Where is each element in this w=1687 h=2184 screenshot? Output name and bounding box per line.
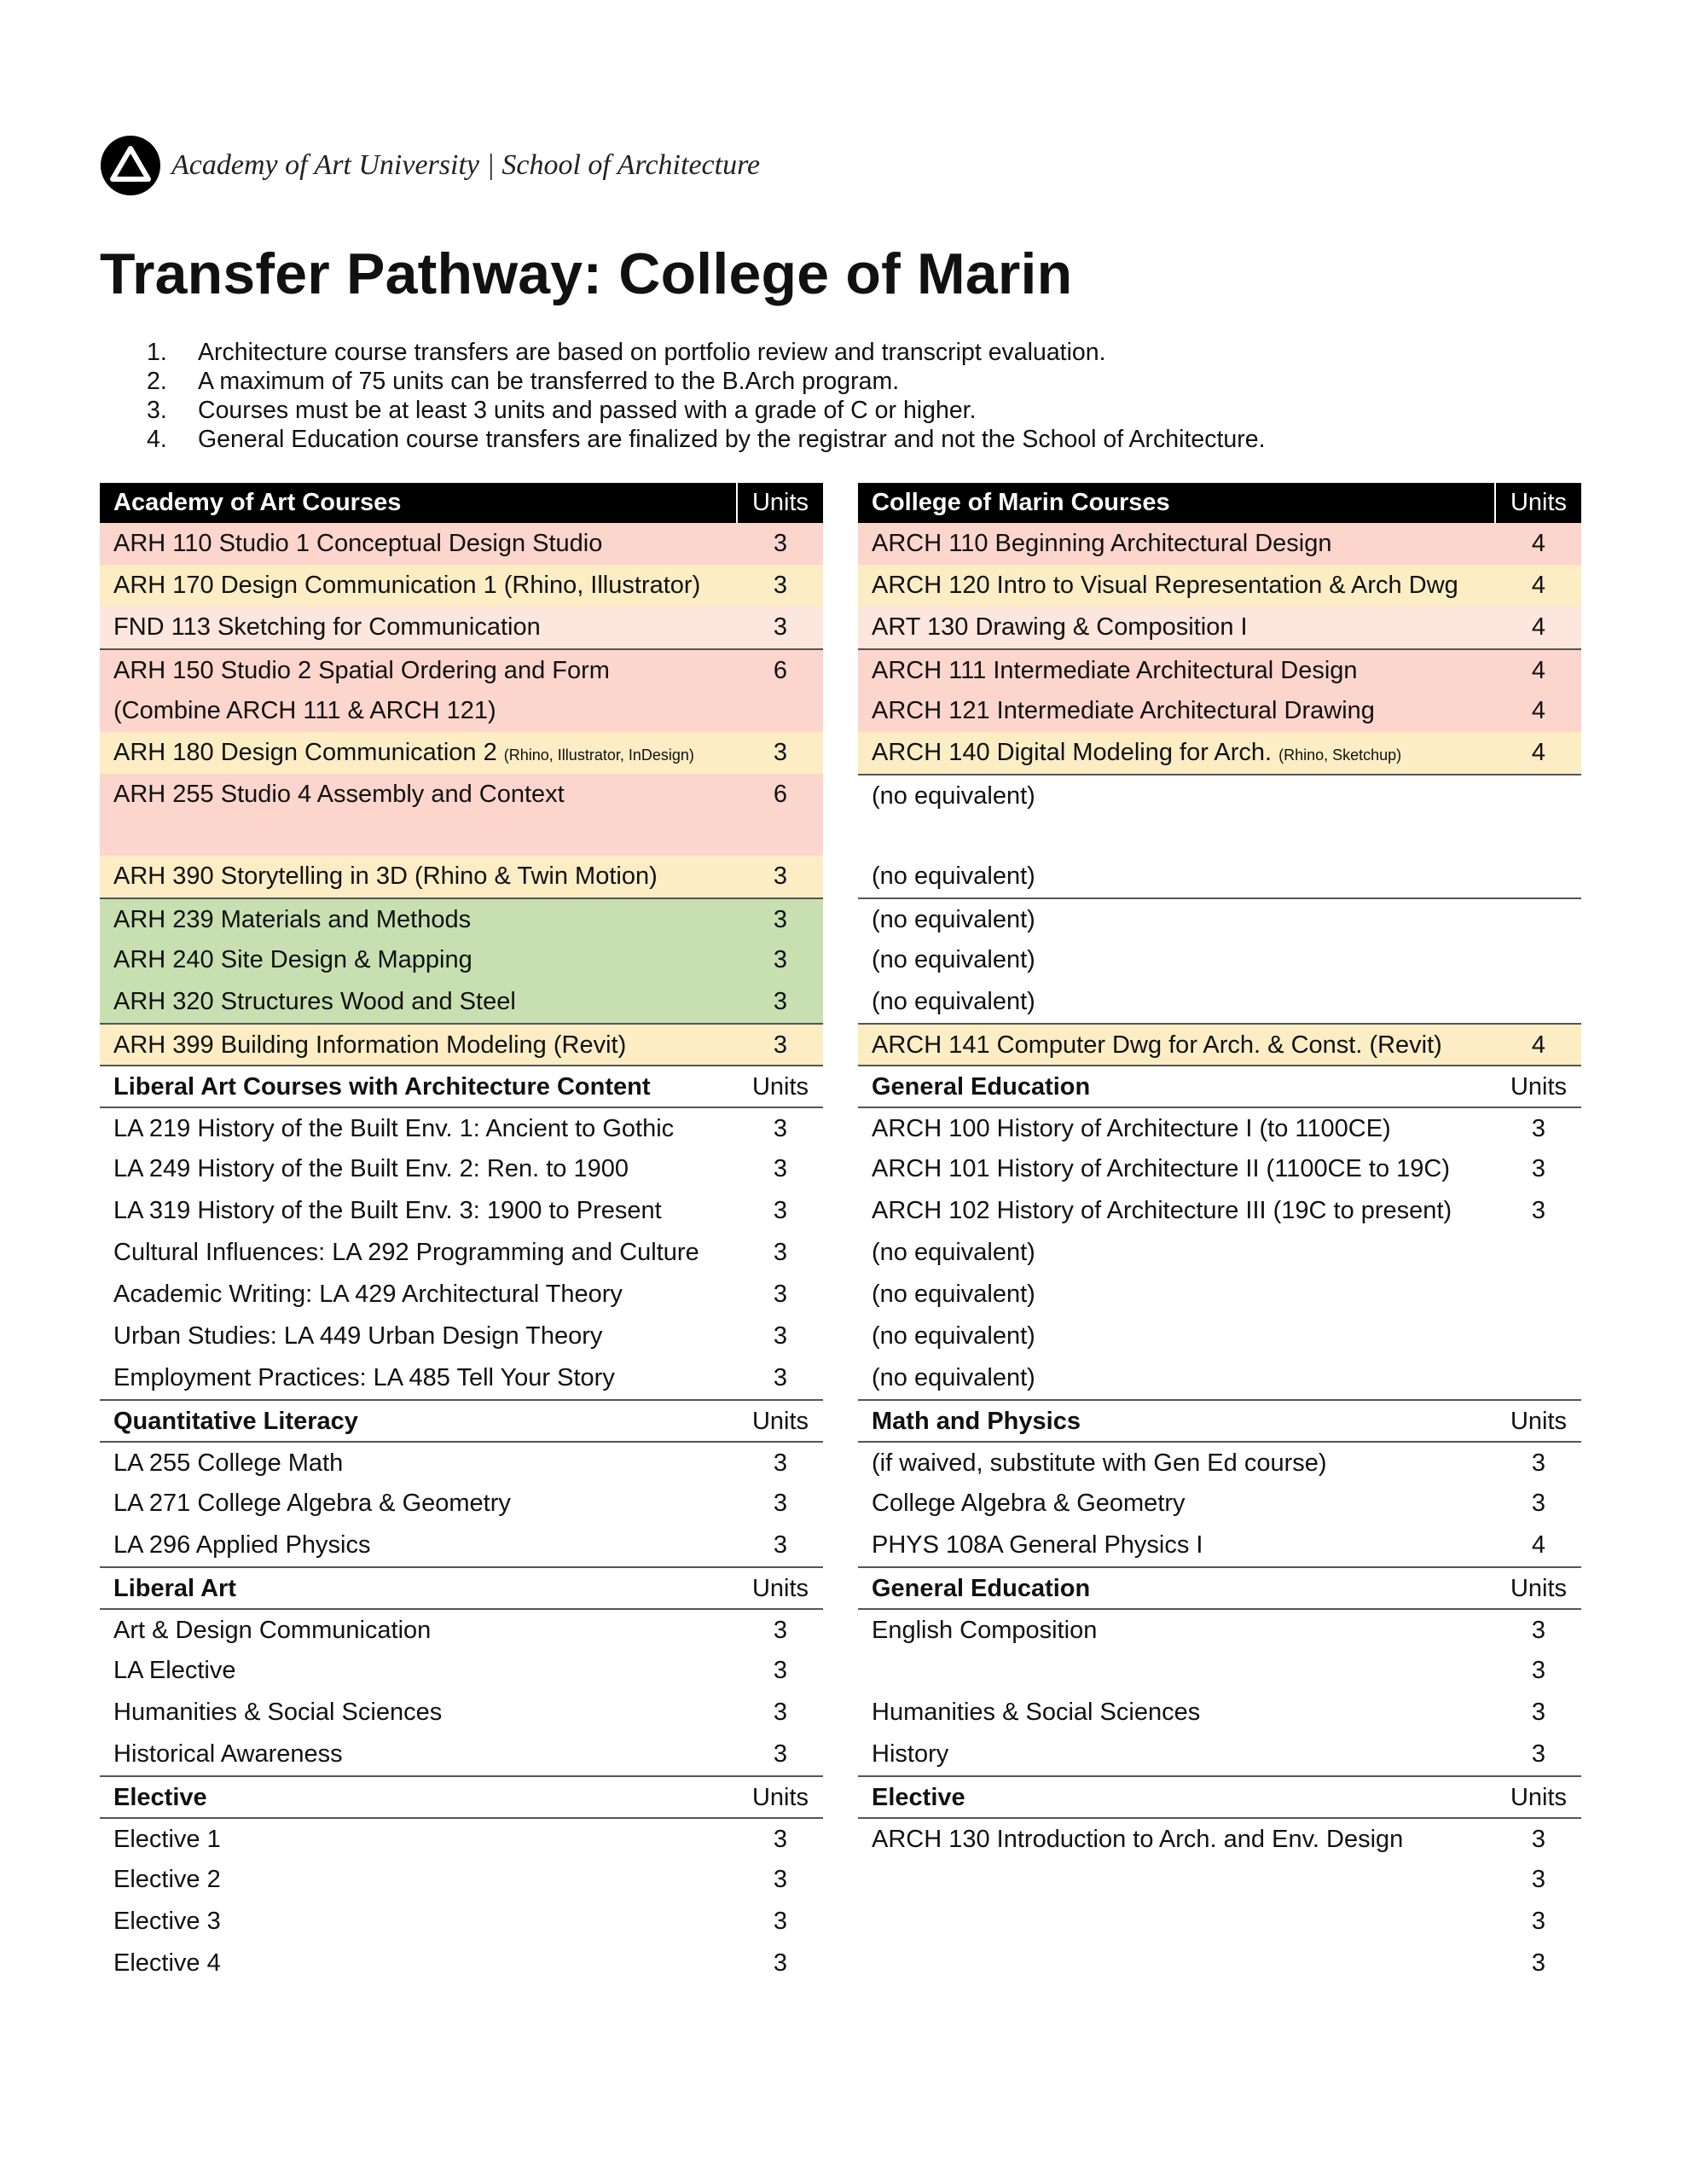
section-units-label: Units (1510, 1073, 1568, 1101)
table-row (858, 1817, 1581, 1859)
course-name: LA 255 College Math (113, 1449, 344, 1477)
table-row (858, 1650, 1581, 1692)
course-units: 3 (773, 1197, 788, 1224)
course-units: 3 (773, 906, 788, 933)
course-name: LA 271 College Algebra & Geometry (113, 1490, 511, 1517)
course-units: 3 (1531, 1449, 1546, 1477)
course-units: 3 (773, 946, 788, 973)
academy-courses-table (100, 483, 823, 1984)
course-name: (no equivalent) (872, 946, 1035, 973)
course-units: 3 (1531, 1908, 1546, 1935)
section-header (100, 1775, 823, 1817)
table-row (100, 981, 823, 1023)
course-name: ARH 320 Structures Wood and Steel (113, 988, 516, 1015)
table-row (100, 1441, 823, 1483)
header-units: Units (1494, 483, 1581, 523)
course-name: Academic Writing: LA 429 Architectural Theory (113, 1281, 623, 1308)
section-title: Quantitative Literacy (113, 1408, 358, 1435)
course-name: History (872, 1740, 949, 1768)
course-units: 3 (773, 1155, 788, 1182)
section-title: Elective (113, 1784, 207, 1811)
course-name: ARCH 120 Intro to Visual Representation & Arch Dwg (872, 572, 1458, 599)
course-name: ARH 239 Materials and Methods (113, 906, 472, 933)
section-units-label: Units (751, 1408, 809, 1435)
table-row (100, 732, 823, 774)
document-header (100, 135, 760, 196)
course-name: ARH 150 Studio 2 Spatial Ordering and Form (113, 657, 610, 684)
section-title: Liberal Art Courses with Architecture Content (113, 1073, 651, 1101)
course-units: 3 (1531, 1826, 1546, 1853)
course-units: 3 (1531, 1740, 1546, 1768)
course-name: Humanities & Social Sciences (113, 1699, 443, 1726)
course-units: 4 (1531, 1031, 1546, 1059)
course-units: 3 (773, 1031, 788, 1059)
course-name: Humanities & Social Sciences (872, 1699, 1201, 1726)
table-row (858, 1148, 1581, 1190)
course-units: 3 (1531, 1949, 1546, 1977)
course-name: Art & Design Communication (113, 1617, 432, 1644)
course-units: 3 (773, 739, 788, 766)
course-name: (no equivalent) (872, 906, 1035, 933)
course-units: 4 (1531, 613, 1546, 641)
table-row (858, 648, 1581, 690)
course-units: 3 (773, 1908, 788, 1935)
course-name: LA 219 History of the Built Env. 1: Ancient to Gothic (113, 1115, 675, 1142)
aau-triangle-logo-icon (100, 135, 161, 196)
section-header (858, 1065, 1581, 1107)
table-row (858, 1525, 1581, 1566)
course-name: (if waived, substitute with Gen Ed course) (872, 1449, 1327, 1477)
course-name: ARCH 102 History of Architecture III (19C to present) (872, 1197, 1452, 1224)
course-name: (no equivalent) (872, 1322, 1035, 1350)
table-row (100, 1190, 823, 1232)
institution-name: Academy of Art University | School of Architecture (171, 149, 761, 181)
table-row (100, 1525, 823, 1566)
table-row (100, 1483, 823, 1525)
table-header (858, 483, 1581, 523)
course-name: LA 296 Applied Physics (113, 1531, 371, 1559)
note-item (147, 396, 1266, 425)
table-row (100, 565, 823, 607)
course-units: 3 (773, 1490, 788, 1517)
course-units: 3 (773, 1657, 788, 1684)
note-number: 4. (147, 426, 167, 453)
table-row (858, 939, 1581, 981)
course-software-note: (Rhino, Sketchup) (1278, 746, 1402, 764)
table-row (858, 565, 1581, 607)
course-name: ARH 255 Studio 4 Assembly and Context (113, 781, 565, 808)
course-title: ARH 180 Design Communication 2 (113, 739, 497, 766)
course-units: 3 (1531, 1197, 1546, 1224)
table-row (100, 1023, 823, 1065)
table-row (100, 1148, 823, 1190)
course-units: 3 (1531, 1490, 1546, 1517)
note-number: 3. (147, 397, 167, 424)
course-name: (no equivalent) (872, 1281, 1035, 1308)
course-name: (no equivalent) (872, 1364, 1035, 1391)
course-units: 3 (773, 1531, 788, 1559)
note-text: Architecture course transfers are based on portfolio review and transcript evaluation. (198, 339, 1106, 366)
table-row (858, 774, 1581, 856)
course-units: 3 (1531, 1657, 1546, 1684)
course-units: 3 (773, 1239, 788, 1266)
course-name: ARCH 101 History of Architecture II (1100CE to 19C) (872, 1155, 1451, 1182)
course-units: 3 (773, 1364, 788, 1391)
course-name: Urban Studies: LA 449 Urban Design Theory (113, 1322, 603, 1350)
course-units: 3 (1531, 1155, 1546, 1182)
course-units: 3 (773, 1322, 788, 1350)
table-row (100, 897, 823, 939)
section-title: Math and Physics (872, 1408, 1081, 1435)
header-name: College of Marin Courses (872, 489, 1170, 516)
section-header (858, 1566, 1581, 1608)
table-row (100, 1232, 823, 1274)
course-units: 3 (773, 572, 788, 599)
table-row (858, 1274, 1581, 1316)
section-header (100, 1399, 823, 1441)
course-name: Elective 1 (113, 1826, 221, 1853)
course-units: 3 (773, 530, 788, 557)
course-units: 3 (773, 1740, 788, 1768)
table-row (858, 856, 1581, 897)
table-row (100, 774, 823, 856)
course-name: ARH 170 Design Communication 1 (Rhino, Illustrator) (113, 572, 701, 599)
table-row (858, 1483, 1581, 1525)
section-title: Elective (872, 1784, 965, 1811)
table-row (858, 1901, 1581, 1943)
course-name: LA Elective (113, 1657, 236, 1684)
section-units-label: Units (751, 1575, 809, 1602)
course-name: ARCH 100 History of Architecture I (to 1100CE) (872, 1115, 1391, 1142)
table-row (100, 648, 823, 690)
course-units: 3 (773, 613, 788, 641)
note-item (147, 338, 1266, 367)
table-row (100, 1734, 823, 1775)
table-row (100, 1859, 823, 1901)
table-row (100, 690, 823, 732)
section-header (858, 1775, 1581, 1817)
course-title: ARCH 140 Digital Modeling for Arch. (872, 739, 1272, 766)
course-name: (Combine ARCH 111 & ARCH 121) (113, 697, 496, 724)
course-units: 3 (773, 1866, 788, 1893)
course-units: 4 (1531, 1531, 1546, 1559)
table-row (100, 939, 823, 981)
course-units: 3 (1531, 1699, 1546, 1726)
course-name: LA 249 History of the Built Env. 2: Ren. to 1900 (113, 1155, 629, 1182)
college-of-marin-courses-table (858, 483, 1581, 1984)
note-text: A maximum of 75 units can be transferred to the B.Arch program. (198, 368, 900, 395)
page-title: Transfer Pathway: College of Marin (100, 241, 1073, 306)
course-name: ARCH 141 Computer Dwg for Arch. & Const. (Revit) (872, 1031, 1442, 1059)
course-units: 3 (1531, 1115, 1546, 1142)
course-units: 4 (1531, 739, 1546, 766)
table-row (858, 1232, 1581, 1274)
course-name: PHYS 108A General Physics I (872, 1531, 1203, 1559)
table-row (858, 1107, 1581, 1148)
table-row (100, 856, 823, 897)
note-number: 2. (147, 368, 167, 395)
course-name: (no equivalent) (872, 863, 1035, 890)
course-name (100, 732, 738, 776)
course-name: Cultural Influences: LA 292 Programming and Culture (113, 1239, 699, 1266)
table-row (100, 1943, 823, 1984)
note-text: Courses must be at least 3 units and passed with a grade of C or higher. (198, 397, 977, 424)
section-header (858, 1399, 1581, 1441)
note-text: General Education course transfers are finalized by the registrar and not the School of Architecture. (198, 426, 1266, 453)
course-units: 3 (773, 1699, 788, 1726)
course-name: Elective 4 (113, 1949, 221, 1977)
header-name: Academy of Art Courses (113, 489, 402, 516)
course-name (858, 732, 1496, 776)
course-name: ARH 110 Studio 1 Conceptual Design Studio (113, 530, 603, 557)
course-name: Elective 2 (113, 1866, 221, 1893)
course-name: ARH 240 Site Design & Mapping (113, 946, 472, 973)
course-units: 6 (773, 781, 788, 808)
course-name: LA 319 History of the Built Env. 3: 1900 to Present (113, 1197, 662, 1224)
table-row (100, 1901, 823, 1943)
course-units: 4 (1531, 530, 1546, 557)
course-units: 4 (1531, 572, 1546, 599)
table-row (858, 897, 1581, 939)
table-row (100, 1692, 823, 1734)
table-row (858, 607, 1581, 648)
course-units: 4 (1531, 697, 1546, 724)
table-row (100, 1817, 823, 1859)
course-name: English Composition (872, 1617, 1098, 1644)
table-row (858, 1859, 1581, 1901)
table-row (858, 1734, 1581, 1775)
table-header (100, 483, 823, 523)
course-units: 3 (773, 1949, 788, 1977)
section-units-label: Units (1510, 1408, 1568, 1435)
section-units-label: Units (751, 1073, 809, 1101)
table-row (858, 1190, 1581, 1232)
table-row (858, 690, 1581, 732)
note-item (147, 367, 1266, 396)
table-row (858, 1441, 1581, 1483)
course-units: 3 (773, 1281, 788, 1308)
course-units: 3 (773, 1826, 788, 1853)
course-name: Historical Awareness (113, 1740, 343, 1768)
course-name: ARCH 111 Intermediate Architectural Design (872, 657, 1358, 684)
table-row (100, 1274, 823, 1316)
course-name: Elective 3 (113, 1908, 221, 1935)
table-row (100, 1316, 823, 1357)
course-name: ARCH 121 Intermediate Architectural Drawing (872, 697, 1375, 724)
course-name: ARCH 130 Introduction to Arch. and Env. Design (872, 1826, 1404, 1853)
section-units-label: Units (1510, 1575, 1568, 1602)
table-row (858, 523, 1581, 565)
course-units: 3 (773, 1115, 788, 1142)
course-name: Employment Practices: LA 485 Tell Your Story (113, 1364, 615, 1391)
course-software-note: (Rhino, Illustrator, InDesign) (503, 746, 694, 764)
section-header (100, 1065, 823, 1107)
course-name: FND 113 Sketching for Communication (113, 613, 541, 641)
course-name: ARH 390 Storytelling in 3D (Rhino & Twin Motion) (113, 863, 658, 890)
table-row (100, 1107, 823, 1148)
course-name: College Algebra & Geometry (872, 1490, 1186, 1517)
transfer-notes-list (147, 338, 1266, 454)
note-number: 1. (147, 339, 167, 366)
course-name: (no equivalent) (872, 782, 1035, 810)
table-row (858, 1357, 1581, 1399)
course-units: 6 (773, 657, 788, 684)
table-row (858, 981, 1581, 1023)
course-units: 3 (773, 988, 788, 1015)
section-title: Liberal Art (113, 1575, 236, 1602)
course-name: (no equivalent) (872, 1239, 1035, 1266)
section-header (100, 1566, 823, 1608)
course-units: 3 (773, 863, 788, 890)
course-units: 4 (1531, 657, 1546, 684)
section-title: General Education (872, 1575, 1091, 1602)
section-units-label: Units (1510, 1784, 1568, 1811)
table-row (100, 607, 823, 648)
table-row (858, 1316, 1581, 1357)
course-name: ART 130 Drawing & Composition I (872, 613, 1248, 641)
table-row (100, 1357, 823, 1399)
table-row (858, 1692, 1581, 1734)
table-row (858, 1023, 1581, 1065)
course-units: 3 (1531, 1617, 1546, 1644)
course-units: 3 (773, 1449, 788, 1477)
course-units: 3 (1531, 1866, 1546, 1893)
table-row (858, 1608, 1581, 1650)
table-row (858, 1943, 1581, 1984)
note-item (147, 425, 1266, 454)
course-name: ARH 399 Building Information Modeling (Revit) (113, 1031, 627, 1059)
table-row (100, 1650, 823, 1692)
course-name: (no equivalent) (872, 988, 1035, 1015)
table-row (858, 732, 1581, 774)
section-title: General Education (872, 1073, 1091, 1101)
section-units-label: Units (751, 1784, 809, 1811)
table-row (100, 1608, 823, 1650)
course-name: ARCH 110 Beginning Architectural Design (872, 530, 1332, 557)
course-units: 3 (773, 1617, 788, 1644)
header-units: Units (736, 483, 823, 523)
table-row (100, 523, 823, 565)
